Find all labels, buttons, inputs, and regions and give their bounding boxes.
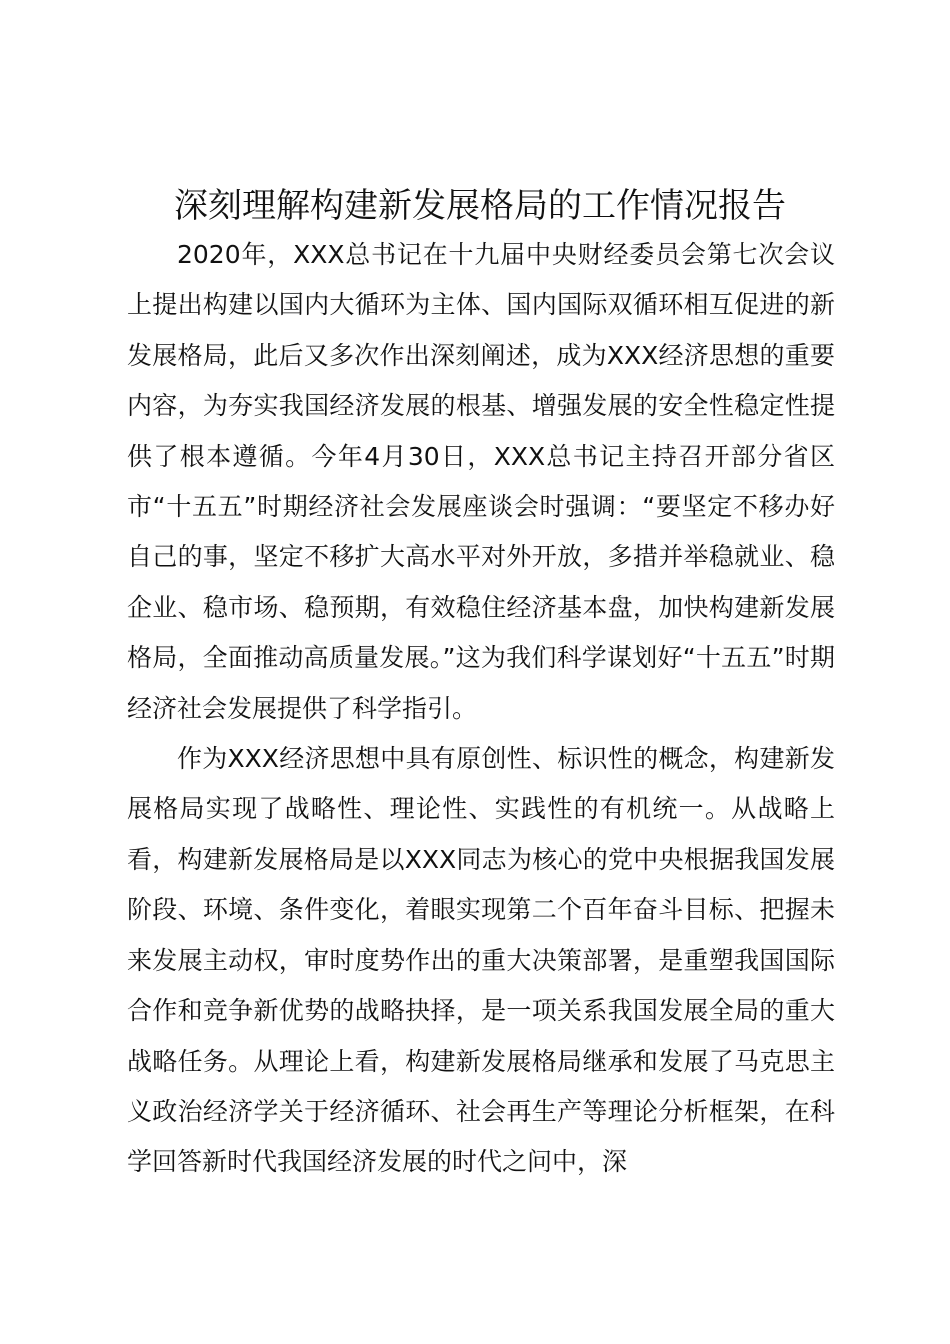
- paragraph-2: 作为XXX经济思想中具有原创性、标识性的概念，构建新发展格局实现了战略性、理论性、实践性的有机统一。从战略上看，构建新发展格局是以XXX同志为核心的党中央根据我国发展阶段、环境、条件变化，着眼实现第二个百年奋斗目标、把握未来发展主动权，审时度势作出的重大决策部署，是重塑我国国际合作和竞争新优势的战略抉择，是一项关系我国发展全局的重大战略任务。从理论上看，构建新发展格局继承和发展了马克思主义政治经济学关于经济循环、社会再生产等理论分析框架，在科学回答新时代我国经济发展的时代之问中，深: [127, 744, 835, 1177]
- document-body: [127, 230, 835, 1188]
- paragraph-1: 2020年，XXX总书记在十九届中央财经委员会第七次会议上提出构建以国内大循环为主体、国内国际双循环相互促进的新发展格局，此后又多次作出深刻阐述，成为XXX经济思想的重要内容，为夯实我国经济发展的根基、增强发展的安全性稳定性提供了根本遵循。今年4月30日，XXX总书记主持召开部分省区市“十五五”时期经济社会发展座谈会时强调：“要坚定不移办好自己的事，坚定不移扩大高水平对外开放，多措并举稳就业、稳企业、稳市场、稳预期，有效稳住经济基本盘，加快构建新发展格局，全面推动高质量发展。”这为我们科学谋划好“十五五”时期经济社会发展提供了科学指引。: [127, 240, 835, 723]
- document-title: 深刻理解构建新发展格局的工作情况报告: [174, 186, 786, 226]
